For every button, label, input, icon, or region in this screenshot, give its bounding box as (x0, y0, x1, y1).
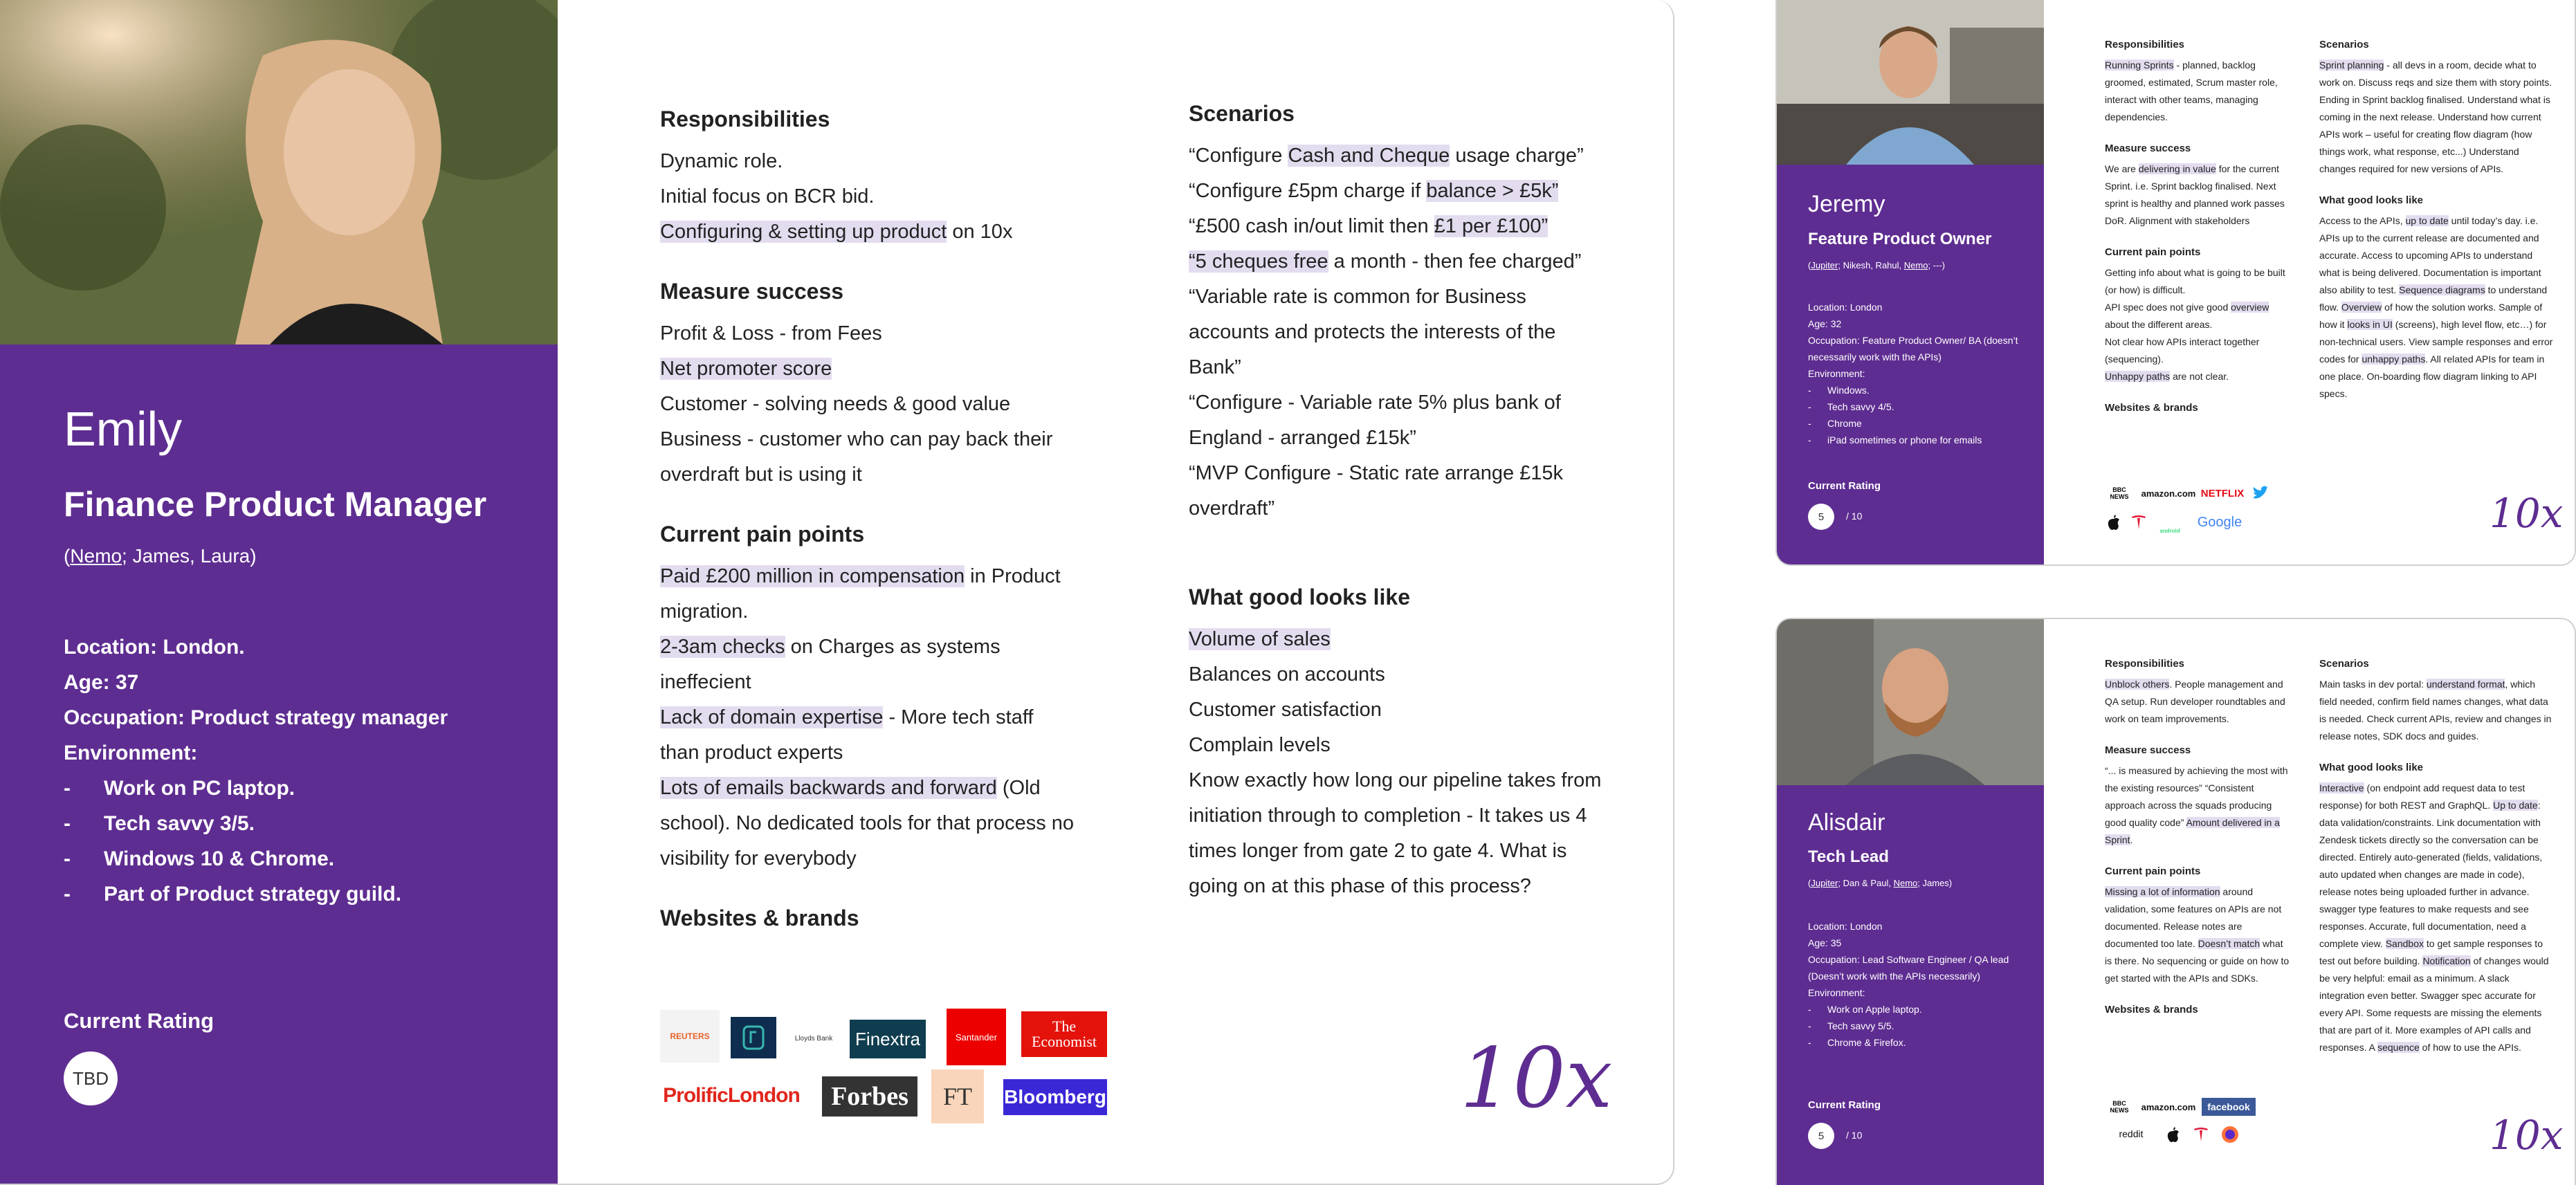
persona-details: Location: London Age: 35 Occupation: Lead Software Engineer / QA lead (Doesn’t work with the APIs necessarily) Environment: - Work on Apple laptop. - Tech savvy 5/5. - Chrome & Firefox. (1808, 918, 2029, 1051)
brand-netflix: NETFLIX (2200, 487, 2245, 499)
rating-badge: TBD (64, 1051, 118, 1105)
persona-location: Location: London. (64, 636, 245, 659)
logo-10x: 10x (1460, 1031, 1613, 1127)
persona-age: Age: 37 (64, 671, 139, 694)
tesla-icon (2128, 512, 2149, 533)
team-link-nemo[interactable]: Nemo (1893, 878, 1918, 888)
environment-item: - iPad sometimes or phone for emails (1808, 434, 1982, 445)
team-link-jupiter[interactable]: Jupiter (1811, 878, 1838, 888)
section-title: Scenarios (1189, 101, 1295, 126)
logo-10x: 10x (2490, 490, 2564, 537)
rating-out-of: / 10 (1846, 511, 1863, 522)
environment-item: - Windows 10 & Chrome. (64, 847, 335, 870)
environment-item: - Chrome (1808, 418, 1862, 429)
environment-item: - Tech savvy 3/5. (64, 812, 255, 835)
brand-forbes: Forbes (822, 1076, 917, 1117)
environment-item: - Work on Apple laptop. (1808, 1004, 1922, 1015)
persona-role: Feature Product Owner (1808, 230, 1992, 248)
twitter-icon (2250, 484, 2271, 502)
brand-santander: Santander (947, 1009, 1006, 1065)
brand-amazon: amazon.com (2141, 488, 2196, 499)
environment-item: - Work on PC laptop. (64, 777, 295, 800)
brand-android: android (2159, 528, 2180, 534)
team-link-nemo[interactable]: Nemo (1903, 260, 1928, 270)
persona-photo-alisdair (1777, 619, 2044, 785)
section-title: Measure success (660, 279, 844, 304)
persona-team: (Jupiter; Nikesh, Rahul, Nemo; ---) (1808, 260, 1945, 270)
brand-google: Google (2197, 514, 2242, 530)
brand-economist: The Economist (1021, 1011, 1107, 1057)
brand-prolific-london: ProlificLondon (660, 1082, 803, 1110)
persona-details (64, 630, 448, 912)
brand-amazon: amazon.com (2141, 1101, 2196, 1112)
rating-badge: 5 (1808, 1123, 1834, 1149)
persona-photo-emily (0, 0, 558, 345)
rating-out-of: / 10 (1846, 1130, 1863, 1141)
brand-bloomberg: Bloomberg (1003, 1079, 1107, 1115)
emily-left-column (660, 104, 1075, 943)
persona-name: Jeremy (1808, 191, 1885, 217)
good-looks-like-section: What good looks like Volume of sales Balances on accounts Customer satisfaction Complain levels Know exactly how long our pipeline takes from initiation through to completion - It takes us 4 times longer from gate 2 to gate 4. What is going on at this phase of this process? (1189, 582, 1604, 904)
section-title: What good looks like (1189, 585, 1411, 609)
responsibilities-section: Responsibilities Dynamic role. Initial focus on BCR bid. Configuring & setting up product on 10x (660, 104, 1075, 250)
section-title: Websites & brands (660, 906, 859, 930)
measure-success-section: Measure success Profit & Loss - from Fees Net promoter score Customer - solving needs & good value Business - customer who can pay back their overdraft but is using it (660, 276, 1075, 493)
jeremy-right-column: Scenarios Sprint planning - all devs in a room, decide what to work on. Discuss reqs and size them with story points. Ending in Sprint backlog finalised. Understand what is coming in the next release. Understand how current APIs work – useful for creating flow diagram (how things work, what response, etc...) Understand changes required for new versions of APIs. What good looks like Access to the APIs, up to date until today’s day. i.e. APIs up to the current release are documented and accurate. Access to upcoming APIs to understand what is being delivered. Documentation is important also ability to test. Sequence diagrams to understand flow. Overview of how the solution works. Sample of how it looks in UI (screens), high level flow, etc…) for non-technical users. View sample responses and error codes for unhappy paths. All related APIs for team in one place. On-boarding flow diagram linking to API specs. (2319, 39, 2553, 399)
alisdair-right-column: Scenarios Main tasks in dev portal: understand format, which field needed, confirm field names changes, what data is needed. Check current APIs, review and changes in release notes, SDK docs and guides. What good looks like Interactive (on endpoint add request data to test response) for both REST and GraphQL. Up to date: data validation/constraints. Link documentation with Zendesk tickets directly so the conversation can be directed. Entirely auto-generated (fields, validations, auto updated when changes are made in code), release notes being uploaded further in advance. swagger type features to make requests and see responses. Accurate, full documentation, need a complete view. Sandbox to get sample responses to test out before building. Notification of changes would be very helpful: email as a minimum. A slack integration even better. Swagger spec accurate for every API. Some requests are missing the elements that are part of it. More examples of API calls and responses. A sequence of how to use the APIs. (2319, 658, 2552, 1053)
brand-bbc-news: BBC NEWS (2110, 486, 2129, 500)
persona-environment-label: Environment: (64, 742, 198, 764)
persona-role: Tech Lead (1808, 847, 1889, 866)
jeremy-left-column: Responsibilities Running Sprints - planned, backlog groomed, estimated, Scrum master role, interact with other teams, managing dependencies. Measure success We are delivering in value for the current Sprint. i.e. Sprint backlog finalised. Next sprint is healthy and planned work passes DoR. Alignment with stakeholders Current pain points Getting info about what is going to be built (or how) is difficult. API spec does not give good overview about the different areas. Not clear how APIs interact together (sequencing). Unhappy paths are not clear. Websites & brands (2105, 39, 2285, 414)
environment-item: - Tech savvy 5/5. (1808, 1020, 1894, 1031)
environment-item: - Part of Product strategy guild. (64, 883, 402, 906)
persona-photo-jeremy (1777, 0, 2044, 165)
section-title: Current pain points (660, 522, 865, 546)
brand-facebook: facebook (2202, 1098, 2256, 1116)
alisdair-left-column: Responsibilities Unblock others. People management and QA setup. Run developer roundtables and work on team improvements. Measure success “... is measured by achieving the most with the existing resources” “Consistent approach across the squads producing good quality code” Amount delivered in a Sprint. Current pain points Missing a lot of information around validation, some features on APIs are not documented. Release notes are documented too late. Doesn’t match what is there. No sequencing or guide on how to get started with the APIs and SDKs. Websites & brands (2105, 658, 2290, 1016)
rating-badge: 5 (1808, 504, 1834, 530)
pain-points-section: Current pain points Paid £200 million in compensation in Product migration. 2-3am checks on Charges as systems ineffecient Lack of domain expertise - More tech staff than product experts Lots of emails backwards and forward (Old school). No dedicated tools for that process no visibility for everybody (660, 519, 1075, 876)
persona-card-jeremy (1775, 0, 2576, 566)
tesla-icon (2191, 1124, 2211, 1145)
persona-occupation: Occupation: Product strategy manager (64, 706, 448, 729)
environment-item: - Chrome & Firefox. (1808, 1037, 1906, 1048)
rating-label: Current Rating (64, 1009, 214, 1033)
brand-reddit: reddit (2119, 1128, 2144, 1139)
persona-team: (Jupiter; Dan & Paul, Nemo; James) (1808, 878, 1953, 888)
brand-reuters: REUTERS (660, 1010, 720, 1063)
rating-label: Current Rating (1808, 480, 1881, 492)
apple-icon (2164, 1124, 2182, 1145)
section-title: Responsibilities (660, 107, 830, 131)
brand-ft: FT (931, 1069, 984, 1123)
apple-icon (2105, 512, 2123, 533)
logo-10x: 10x (2490, 1112, 2564, 1159)
team-link-nemo[interactable]: Nemo (70, 545, 122, 567)
team-link-jupiter[interactable]: Jupiter (1811, 260, 1838, 270)
brand-lloyds-badge (731, 1017, 776, 1058)
rating-label: Current Rating (1808, 1099, 1881, 1111)
persona-name: Alisdair (1808, 809, 1885, 836)
persona-details: Location: London Age: 32 Occupation: Feature Product Owner/ BA (doesn’t necessarily work with the APIs) Environment: - Windows. - Tech savvy 4/5. - Chrome - iPad sometimes or phone for emails (1808, 299, 2029, 448)
persona-role: Finance Product Manager (64, 485, 487, 524)
persona-team: (Nemo; James, Laura) (64, 545, 257, 567)
emily-right-column (1189, 98, 1604, 930)
scenarios-section: Scenarios “Configure Cash and Cheque usage charge” “Configure £5pm charge if balance > £5k” “£500 cash in/out limit then £1 per £100” “5 cheques free a month - then fee charged” “Variable rate is common for Business accounts and protects the interests of the Bank” “Configure - Variable rate 5% plus bank of England - arranged £15k” “MVP Configure - Static rate arrange £15k overdraft” (1189, 98, 1604, 526)
persona-name: Emily (64, 402, 183, 456)
brand-finextra: Finextra (850, 1020, 926, 1058)
firefox-icon (2220, 1124, 2240, 1145)
brand-lloyds-bank: Lloyds Bank (787, 1017, 840, 1060)
environment-item: - Tech savvy 4/5. (1808, 401, 1894, 412)
environment-item: - Windows. (1808, 385, 1870, 396)
persona-card-alisdair (1775, 618, 2576, 1185)
brand-bbc-news: BBC NEWS (2110, 1100, 2129, 1114)
